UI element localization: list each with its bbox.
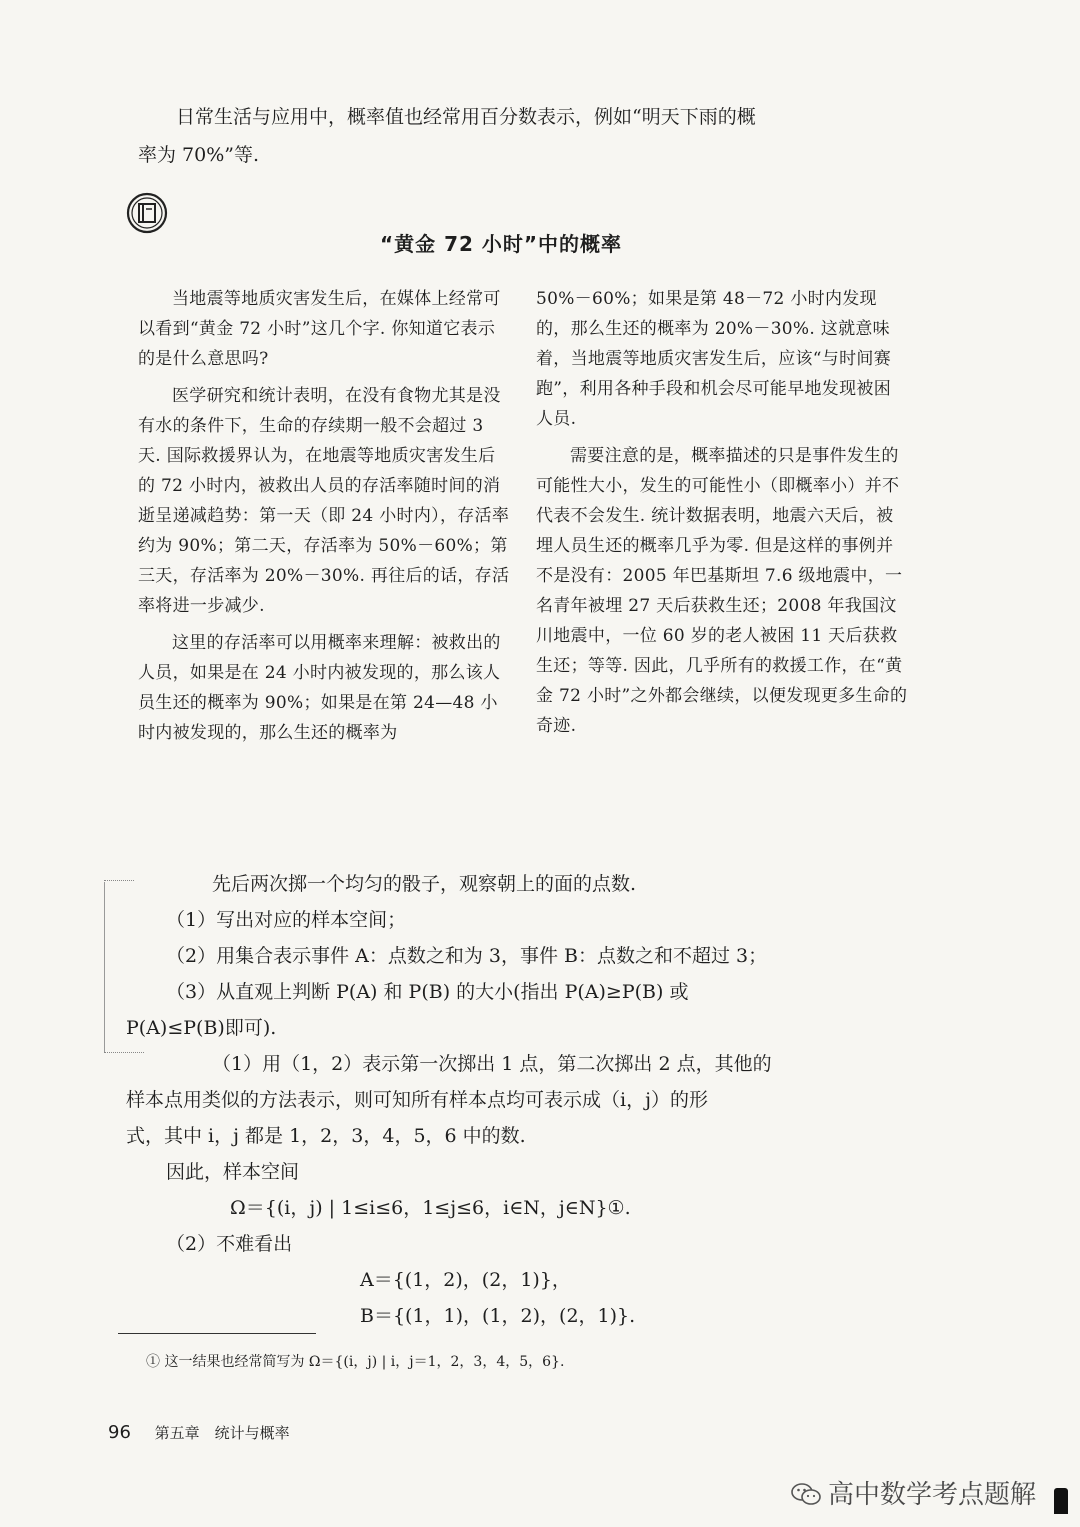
intro-line-1: 日常生活与应用中，概率值也经常用百分数表示，例如“明天下雨的概: [176, 106, 756, 128]
example-question-2: （2）用集合表示事件 A：点数之和为 3，事件 B：点数之和不超过 3；: [166, 945, 768, 967]
reading-left-column: [138, 284, 510, 755]
intro-paragraph: [138, 98, 838, 174]
example-question-1: （1）写出对应的样本空间；: [166, 909, 407, 931]
reading-paragraph: 这里的存活率可以用概率来理解：被救出的人员，如果是在 24 小时内被发现的，那么该人员生还的概率为 90%；如果是在第 24—48 小时内被发现的，那么生还的概率为: [138, 633, 501, 743]
reading-book-icon: [126, 192, 168, 234]
reading-title: “黄金 72 小时”中的概率: [380, 232, 623, 256]
solution-line-2: 样本点用类似的方法表示，则可知所有样本点均可表示成（i，j）的形: [126, 1089, 708, 1111]
solution-line-5: （2）不难看出: [166, 1233, 293, 1255]
solution-line-4: 因此，样本空间: [166, 1161, 300, 1183]
footnote: ① 这一结果也经常简写为 Ω＝{(i，j) | i，j＝1，2，3，4，5，6}.: [146, 1354, 565, 1370]
page-footer: [108, 1422, 290, 1443]
reading-paragraph: 需要注意的是，概率描述的只是事件发生的可能性大小，发生的可能性小（即概率小）并不代表不会发生. 统计数据表明，地震六天后，被埋人员生还的概率几乎为零. 但是这样的事例并不是没有：2005 年巴基斯坦 7.6 级地震中，一名青年被埋 27 天后获救生还；2008 年我国汶川地震中，一位 60 岁的老人被困 11 天后获救生还；等等. 因此，几乎所有的救援工作，在“黄金 72 小时”之外都会继续，以便发现更多生命的奇迹.: [536, 446, 908, 736]
event-b-set: B＝{(1，1)，(1，2)，(2，1)}.: [360, 1305, 636, 1327]
solution-line-1: （1）用（1，2）表示第一次掷出 1 点，第二次掷出 2 点，其他的: [212, 1053, 772, 1075]
intro-line-2: 率为 70%”等.: [138, 144, 260, 166]
corner-mark: [1054, 1488, 1068, 1514]
reading-paragraph: 当地震等地质灾害发生后，在媒体上经常可以看到“黄金 72 小时”这几个字. 你知道它表示的是什么意思吗?: [138, 289, 501, 369]
example-question-3b: P(A)≤P(B)即可).: [126, 1017, 277, 1039]
footnote-rule: [118, 1333, 316, 1334]
chapter-title: 第五章 统计与概率: [154, 1424, 290, 1442]
page-number: 96: [108, 1422, 131, 1443]
example-side-bar: [104, 882, 105, 1052]
watermark: [790, 1474, 1036, 1511]
reading-paragraph: 医学研究和统计表明，在没有食物尤其是没有水的条件下，生命的存续期一般不会超过 3 天. 国际救援界认为，在地震等地质灾害发生后的 72 小时内，被救出人员的存活率随时间的消逝呈递减趋势：第一天（即 24 小时内），存活率约为 90%；第二天，存活率为 50%－60%；第三天，存活率为 20%－30%. 再往后的话，存活率将进一步减少.: [138, 386, 510, 616]
reading-right-column: [536, 284, 908, 748]
event-a-set: A＝{(1，2)，(2，1)}，: [360, 1269, 571, 1291]
example-block: [126, 866, 846, 1334]
solution-line-3: 式，其中 i，j 都是 1，2，3，4，5，6 中的数.: [126, 1125, 526, 1147]
example-question-3a: （3）从直观上判断 P(A) 和 P(B) 的大小(指出 P(A)≥P(B) 或: [166, 981, 689, 1003]
sample-space-formula: Ω＝{(i，j) | 1≤i≤6，1≤j≤6，i∈N，j∈N}①.: [230, 1197, 631, 1219]
wechat-icon: [790, 1482, 822, 1506]
example-stem: 先后两次掷一个均匀的骰子，观察朝上的面的点数.: [212, 873, 637, 895]
watermark-text: 高中数学考点题解: [828, 1480, 1037, 1510]
reading-paragraph: 50%－60%；如果是第 48－72 小时内发现的，那么生还的概率为 20%－30%. 这就意味着，当地震等地质灾害发生后，应该“与时间赛跑”，利用各种手段和机会尽可能早地发现被困人员.: [536, 289, 891, 429]
